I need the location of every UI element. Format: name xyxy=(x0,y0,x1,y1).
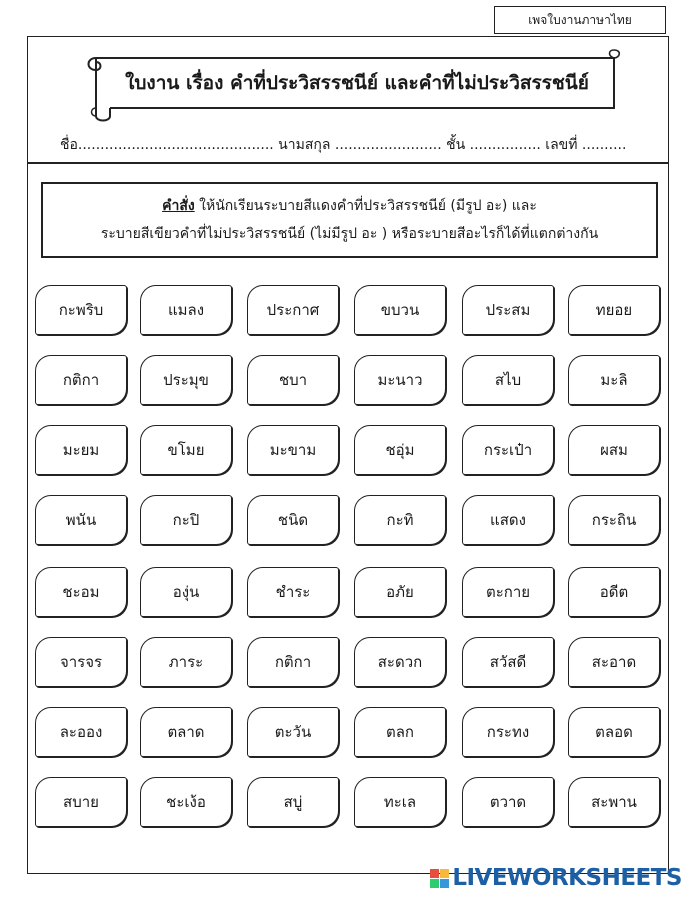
word-card[interactable]: กระทง xyxy=(462,707,554,757)
word-card[interactable]: กติกา xyxy=(35,355,127,405)
instruction-text-1: ให้นักเรียนระบายสีแดงคำที่ประวิสรรชนีย์ (มีรูป อะ) และ xyxy=(199,198,537,214)
word-card[interactable]: ประสม xyxy=(462,285,554,335)
instruction-box xyxy=(41,182,658,258)
word-card[interactable]: ขโมย xyxy=(140,425,232,475)
brand-text: LIVEWORKSHEETS xyxy=(452,865,682,891)
word-card[interactable]: มะลิ xyxy=(568,355,660,405)
word-card[interactable]: สะพาน xyxy=(568,777,660,827)
word-card[interactable]: ทะเล xyxy=(354,777,446,827)
word-card[interactable]: ภาระ xyxy=(140,637,232,687)
word-card[interactable]: ขบวน xyxy=(354,285,446,335)
word-card[interactable]: ประมุข xyxy=(140,355,232,405)
word-card[interactable]: สวัสดี xyxy=(462,637,554,687)
instruction-line-2: ระบายสีเขียวคำที่ไม่ประวิสรรชนีย์ (ไม่มีรูป อะ ) หรือระบายสีอะไรก็ได้ที่แตกต่างกัน xyxy=(100,226,599,242)
word-card[interactable]: ชบา xyxy=(247,355,339,405)
word-card[interactable]: ตลก xyxy=(354,707,446,757)
word-card[interactable]: พนัน xyxy=(35,495,127,545)
word-card[interactable]: ตลอด xyxy=(568,707,660,757)
instruction-keyword: คำสั่ง xyxy=(162,198,195,214)
liveworksheets-logo-icon xyxy=(430,869,449,888)
word-card[interactable]: ชอุ่ม xyxy=(354,425,446,475)
word-card[interactable]: กระเป๋า xyxy=(462,425,554,475)
word-card[interactable]: กติกา xyxy=(247,637,339,687)
word-card[interactable]: ทยอย xyxy=(568,285,660,335)
word-card[interactable]: ตะกาย xyxy=(462,567,554,617)
divider xyxy=(27,162,669,164)
word-card[interactable]: แมลง xyxy=(140,285,232,335)
word-card[interactable]: ชะอม xyxy=(35,567,127,617)
page-title: ใบงาน เรื่อง คำที่ประวิสรรชนีย์ และคำที่ไม่ประวิสรรชนีย์ xyxy=(125,72,589,94)
word-card[interactable]: ตวาด xyxy=(462,777,554,827)
word-card[interactable]: ชะเง้อ xyxy=(140,777,232,827)
word-card[interactable]: กะพริบ xyxy=(35,285,127,335)
word-card[interactable]: สไบ xyxy=(462,355,554,405)
word-card[interactable]: ตลาด xyxy=(140,707,232,757)
word-card[interactable]: องุ่น xyxy=(140,567,232,617)
word-card[interactable]: สบาย xyxy=(35,777,127,827)
word-card[interactable]: มะนาว xyxy=(354,355,446,405)
word-card[interactable]: กระถิน xyxy=(568,495,660,545)
word-card[interactable]: กะปิ xyxy=(140,495,232,545)
word-card[interactable]: จารจร xyxy=(35,637,127,687)
student-info-row[interactable]: ชื่อ............................................ นามสกุล ........................ ชั้น ................ เลขที่ .......... xyxy=(60,137,627,153)
word-card[interactable]: แสดง xyxy=(462,495,554,545)
word-card[interactable]: กะทิ xyxy=(354,495,446,545)
word-card[interactable]: ผสม xyxy=(568,425,660,475)
word-card[interactable]: ละออง xyxy=(35,707,127,757)
word-card[interactable]: สะดวก xyxy=(354,637,446,687)
word-card[interactable]: ประกาศ xyxy=(247,285,339,335)
word-card[interactable]: มะขาม xyxy=(247,425,339,475)
liveworksheets-brand xyxy=(430,864,682,892)
word-card[interactable]: สะอาด xyxy=(568,637,660,687)
word-card[interactable]: อภัย xyxy=(354,567,446,617)
word-card[interactable]: ชนิด xyxy=(247,495,339,545)
word-card[interactable]: ตะวัน xyxy=(247,707,339,757)
word-card[interactable]: ชำระ xyxy=(247,567,339,617)
word-card[interactable]: สบู่ xyxy=(247,777,339,827)
word-card[interactable]: อดีต xyxy=(568,567,660,617)
instruction-line-1 xyxy=(51,192,648,220)
word-card[interactable]: มะยม xyxy=(35,425,127,475)
page-tag: เพจใบงานภาษาไทย xyxy=(494,6,666,34)
